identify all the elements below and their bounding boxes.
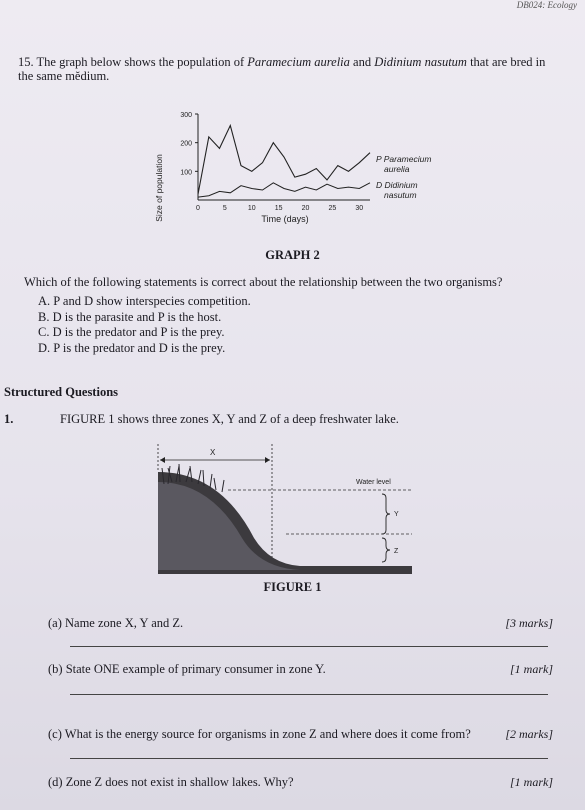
part-b-answer-line[interactable] bbox=[70, 694, 548, 695]
x-tick-label: 15 bbox=[274, 205, 283, 212]
part-a-answer-line[interactable] bbox=[70, 646, 548, 647]
option-a[interactable]: A. P and D show interspecies competition. bbox=[38, 294, 251, 308]
lake-bank-texture bbox=[158, 482, 300, 570]
x-tick-label: 25 bbox=[328, 205, 337, 212]
x-tick-label: 0 bbox=[196, 205, 200, 212]
series-line-didinium bbox=[198, 183, 370, 197]
stem-text-post: that are bred in the same mĕdium. bbox=[18, 55, 546, 83]
question-15-prompt: Which of the following statements is correct about the relationship between the two organisms? bbox=[24, 275, 503, 289]
part-c-text: (c) What is the energy source for organisms in zone Z and where does it come from? bbox=[48, 727, 471, 741]
x-tick-label: 5 bbox=[222, 205, 227, 212]
graph-caption: GRAPH 2 bbox=[265, 248, 320, 262]
y-tick-label: 200 bbox=[180, 140, 192, 148]
x-tick-label: 30 bbox=[355, 205, 364, 212]
water-level-label: Water level bbox=[356, 479, 391, 486]
part-b-marks: [1 mark] bbox=[509, 662, 553, 676]
population-graph bbox=[140, 108, 480, 233]
part-d-text: (d) Zone Z does not exist in shallow lakes. Why? bbox=[48, 775, 294, 789]
lake-zones-figure bbox=[150, 442, 420, 574]
question-15-stem bbox=[18, 55, 558, 83]
x-tick-label: 20 bbox=[301, 205, 310, 212]
part-c-answer-line[interactable] bbox=[70, 758, 548, 759]
option-d[interactable]: D. P is the predator and D is the prey. bbox=[38, 341, 226, 355]
part-a-marks: [3 marks] bbox=[505, 616, 553, 630]
zone-z-label: Z bbox=[394, 548, 399, 555]
series-label-didinium-2: nasutum bbox=[384, 190, 417, 200]
zone-y-label: Y bbox=[394, 511, 399, 518]
series-line-paramecium bbox=[198, 126, 370, 195]
question-number: 15. bbox=[18, 55, 34, 69]
page-header: DB024: Ecology bbox=[516, 0, 577, 10]
stem-text-mid: and bbox=[349, 55, 375, 69]
figure-caption: FIGURE 1 bbox=[263, 580, 322, 594]
series-label-paramecium-1: P Paramecium bbox=[376, 154, 432, 164]
zone-z-brace bbox=[382, 538, 390, 562]
question-1-text: FIGURE 1 shows three zones X, Y and Z of a deep freshwater lake. bbox=[60, 412, 399, 426]
part-c-marks: [2 marks] bbox=[505, 727, 553, 741]
y-tick-label: 100 bbox=[180, 169, 192, 177]
option-b[interactable]: B. D is the parasite and P is the host. bbox=[38, 310, 222, 324]
species-2: Didinium nasutum bbox=[374, 55, 467, 69]
part-b-text: (b) State ONE example of primary consumer in zone Y. bbox=[48, 662, 326, 676]
x-tick-label: 10 bbox=[247, 205, 256, 212]
series-label-paramecium-2: aurelia bbox=[384, 164, 410, 174]
zone-y-brace bbox=[382, 494, 390, 534]
x-axis-label: Time (days) bbox=[261, 214, 309, 224]
question-1-number: 1. bbox=[4, 412, 14, 426]
stem-text-pre: The graph below shows the population of bbox=[36, 55, 248, 69]
series-label-didinium-1: D Didinium bbox=[376, 180, 418, 190]
y-axis-label: Size of population bbox=[154, 154, 164, 222]
y-tick-label: 300 bbox=[180, 112, 192, 119]
species-1: Paramecium aurelia bbox=[247, 55, 350, 69]
zone-x-label: X bbox=[210, 448, 216, 457]
section-heading: Structured Questions bbox=[4, 385, 119, 399]
part-d-marks: [1 mark] bbox=[509, 775, 553, 789]
option-c[interactable]: C. D is the predator and P is the prey. bbox=[38, 325, 225, 339]
part-a-text: (a) Name zone X, Y and Z. bbox=[48, 616, 184, 630]
